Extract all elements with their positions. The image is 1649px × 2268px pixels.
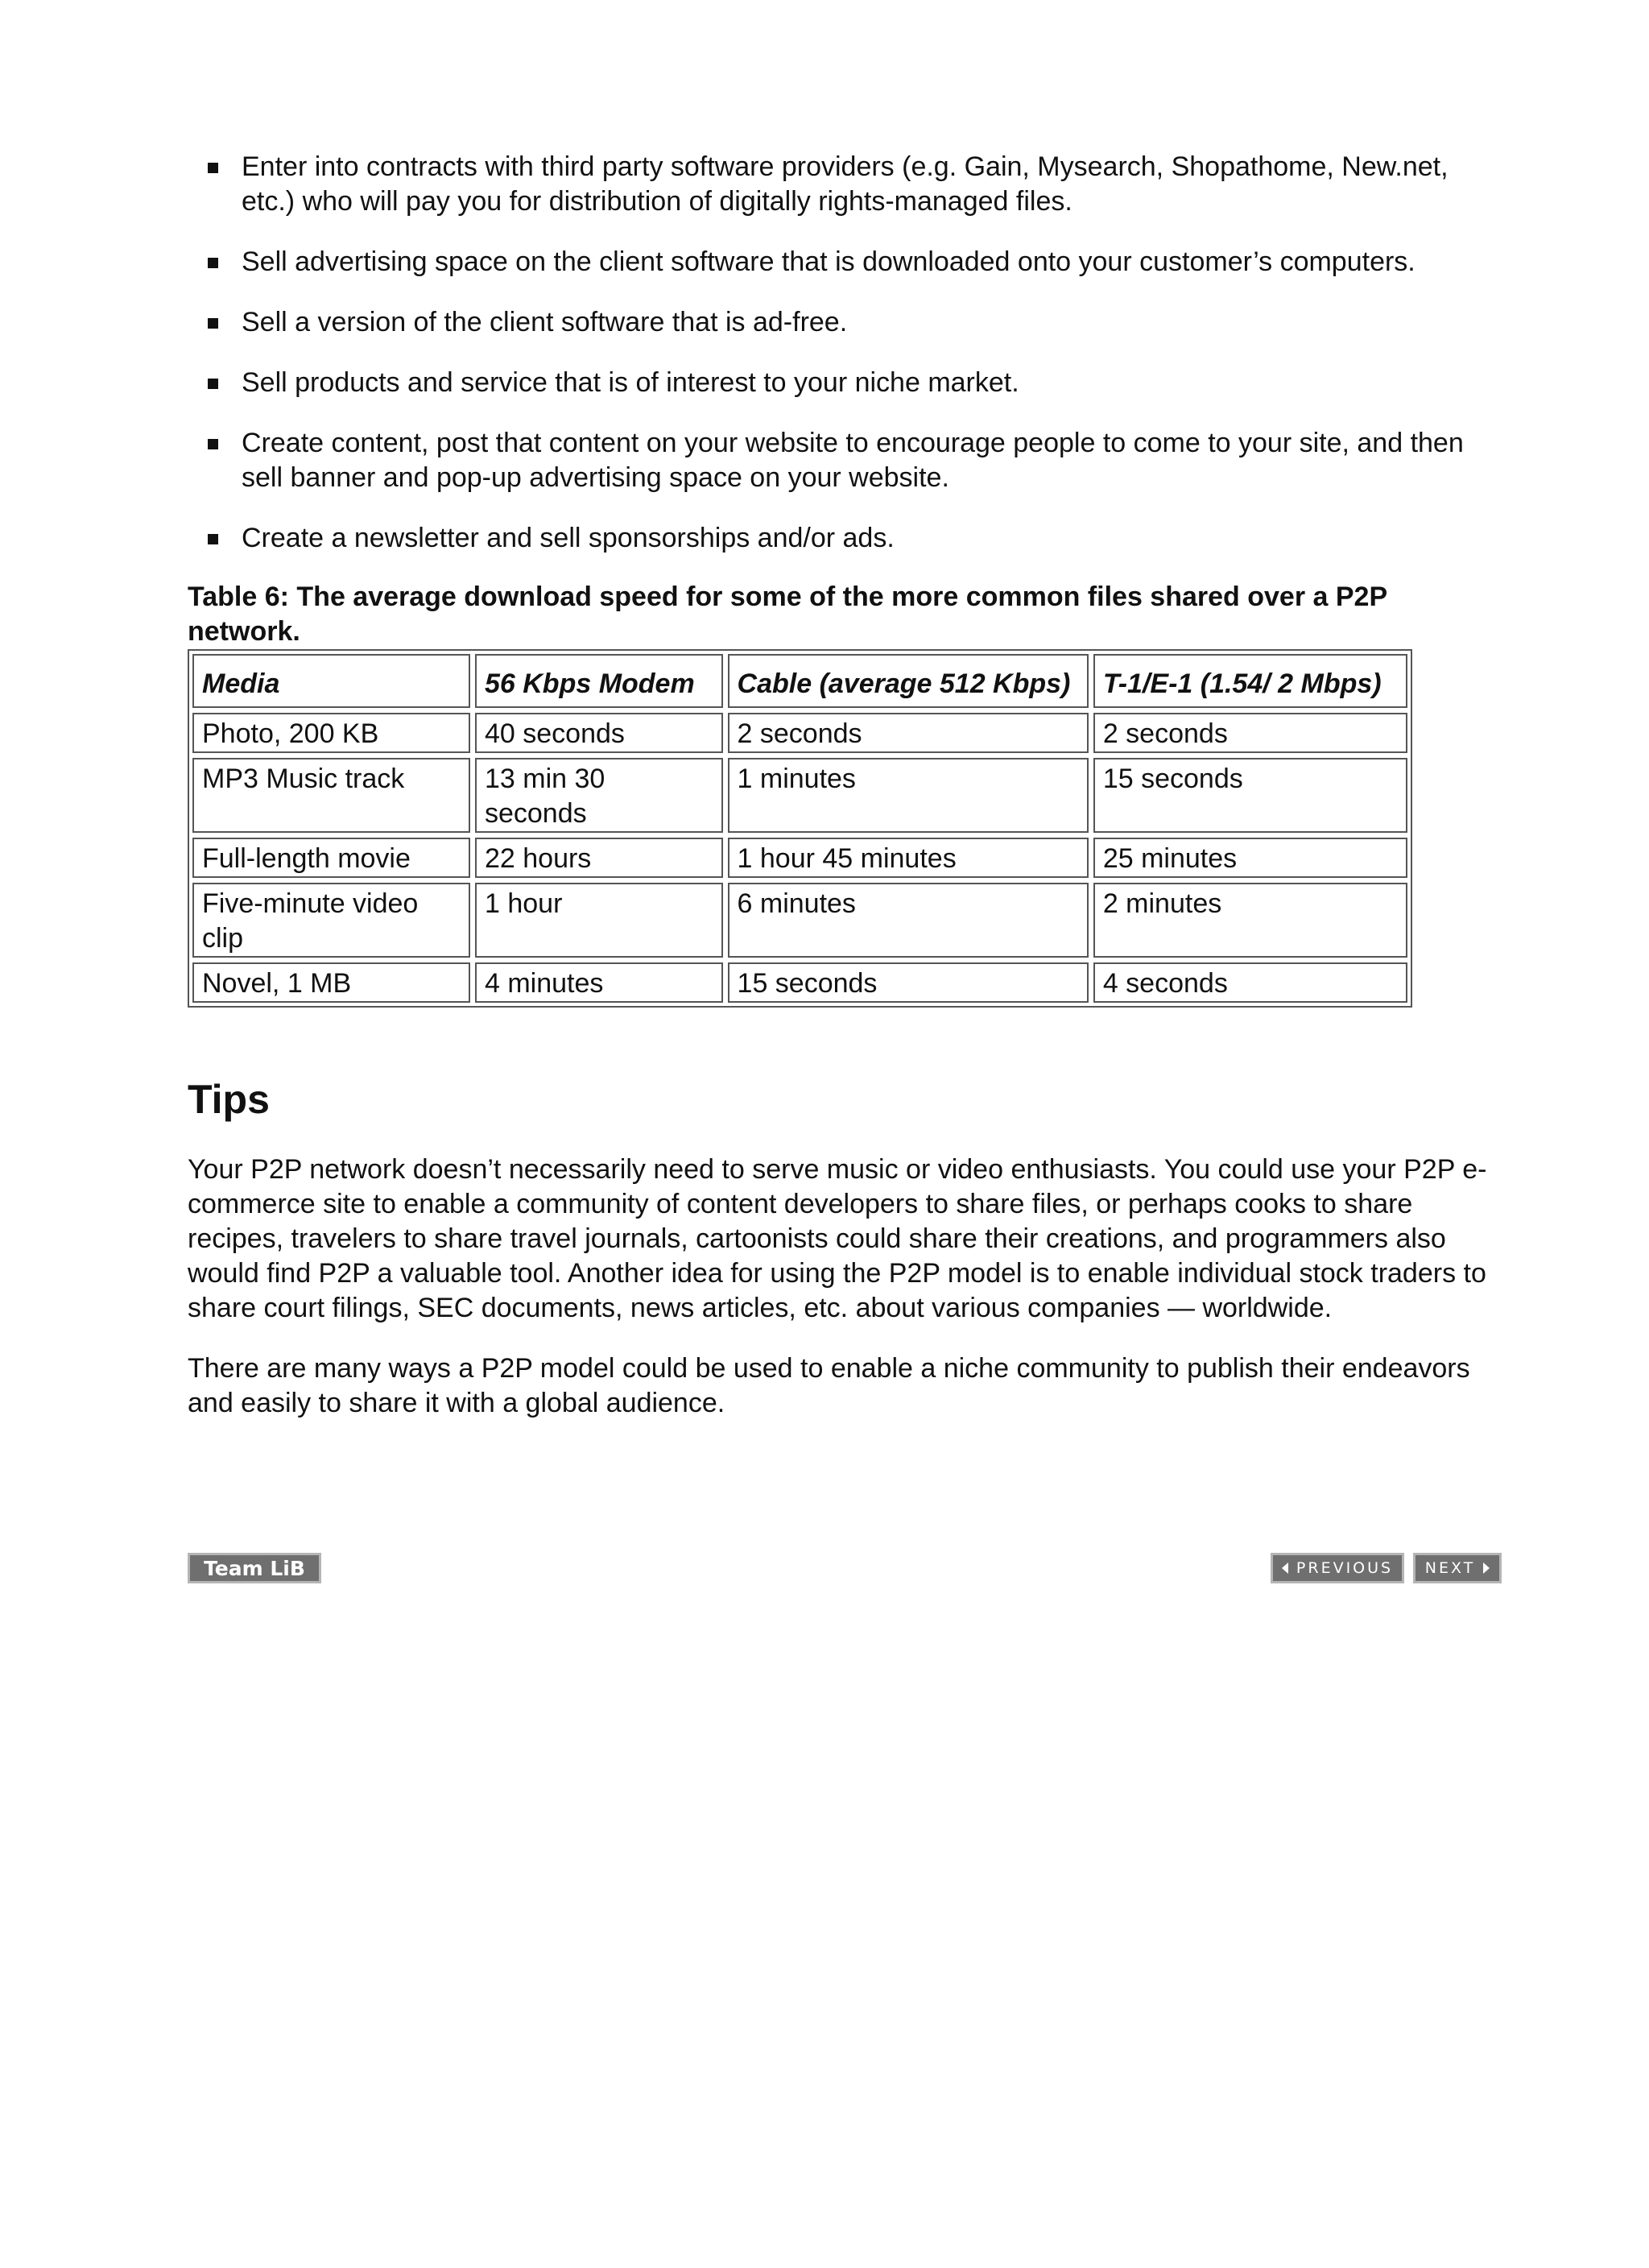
table-row xyxy=(192,758,1407,833)
arrow-right-icon xyxy=(1483,1562,1490,1574)
list-item-text: Sell a version of the client software that is ad-free. xyxy=(242,307,848,337)
table-cell: 2 seconds xyxy=(1093,713,1407,753)
header-cable: Cable (average 512 Kbps) xyxy=(728,654,1089,708)
table-cell: 6 minutes xyxy=(728,883,1089,958)
list-item-text: Create a newsletter and sell sponsorships and/or ads. xyxy=(242,523,895,553)
table-cell: MP3 Music track xyxy=(192,758,470,833)
table-cell: 25 minutes xyxy=(1093,838,1407,878)
table-cell: 15 seconds xyxy=(1093,758,1407,833)
team-lib-button[interactable] xyxy=(188,1553,321,1583)
tips-paragraph: There are many ways a P2P model could be used to enable a niche community to publish their endeavors and easily to share it with a global audience. xyxy=(188,1353,1470,1418)
table-cell: 15 seconds xyxy=(728,962,1089,1003)
list-item xyxy=(188,150,1492,219)
header-t1: T-1/E-1 (1.54/ 2 Mbps) xyxy=(1093,654,1407,708)
table-row xyxy=(192,883,1407,958)
table-frame xyxy=(188,649,1412,1008)
footer-nav xyxy=(188,1553,1502,1585)
square-bullet-icon xyxy=(208,258,218,268)
square-bullet-icon xyxy=(208,379,218,389)
table-row xyxy=(192,713,1407,753)
arrow-left-icon xyxy=(1282,1562,1288,1574)
header-media: Media xyxy=(192,654,470,708)
tips-paragraph: Your P2P network doesn’t necessarily need to serve music or video enthusiasts. You could use your P2P e-commerce site to enable a community of content developers to share files, or perhaps cooks to share recipes, travelers to share travel journals, cartoonists could share their creations, and programmers also would find P2P a valuable tool. Another idea for using the P2P model is to enable individual stock traders to share court filings, SEC documents, news articles, etc. about various companies — worldwide. xyxy=(188,1154,1487,1323)
download-speed-table xyxy=(188,649,1412,1008)
table-cell: 1 hour xyxy=(475,883,723,958)
section-heading-tips: Tips xyxy=(188,1077,270,1122)
table-cell: 4 minutes xyxy=(475,962,723,1003)
list-item-text: Sell products and service that is of interest to your niche market. xyxy=(242,367,1019,398)
table-caption: Table 6: The average download speed for some of the more common files shared over a P2P network. xyxy=(188,581,1387,647)
table-row xyxy=(192,962,1407,1003)
list-item xyxy=(188,426,1492,495)
list-item xyxy=(188,305,1492,340)
list-item xyxy=(188,245,1492,279)
next-button[interactable] xyxy=(1413,1553,1502,1583)
team-lib-label: Team LiB xyxy=(204,1556,305,1580)
list-item-text: Create content, post that content on your website to encourage people to come to your site, and then sell banner and pop-up advertising space on your website. xyxy=(242,428,1464,493)
table-cell: Photo, 200 KB xyxy=(192,713,470,753)
square-bullet-icon xyxy=(208,318,218,329)
square-bullet-icon xyxy=(208,534,218,544)
table-row xyxy=(192,838,1407,878)
list-item-text: Sell advertising space on the client software that is downloaded onto your customer’s computers. xyxy=(242,246,1415,277)
list-item-text: Enter into contracts with third party software providers (e.g. Gain, Mysearch, Shopathome, New.net, etc.) who will pay you for distribution of digitally rights-managed files. xyxy=(242,151,1449,217)
next-label: NEXT xyxy=(1424,1559,1476,1577)
table-header-row xyxy=(192,654,1407,708)
table-cell: Five-minute video clip xyxy=(192,883,470,958)
page-content xyxy=(188,150,1492,1446)
table-cell: 2 minutes xyxy=(1093,883,1407,958)
previous-button[interactable] xyxy=(1271,1553,1404,1583)
table-cell: Full-length movie xyxy=(192,838,470,878)
table-cell: 2 seconds xyxy=(728,713,1089,753)
list-item xyxy=(188,366,1492,400)
table-cell: 1 minutes xyxy=(728,758,1089,833)
table-cell: Novel, 1 MB xyxy=(192,962,470,1003)
bullet-list xyxy=(188,150,1492,556)
square-bullet-icon xyxy=(208,163,218,173)
list-item xyxy=(188,521,1492,556)
table-cell: 40 seconds xyxy=(475,713,723,753)
table-cell: 13 min 30 seconds xyxy=(475,758,723,833)
previous-label: PREVIOUS xyxy=(1296,1559,1394,1577)
header-modem: 56 Kbps Modem xyxy=(475,654,723,708)
table-cell: 1 hour 45 minutes xyxy=(728,838,1089,878)
table-cell: 22 hours xyxy=(475,838,723,878)
table-cell: 4 seconds xyxy=(1093,962,1407,1003)
square-bullet-icon xyxy=(208,439,218,449)
